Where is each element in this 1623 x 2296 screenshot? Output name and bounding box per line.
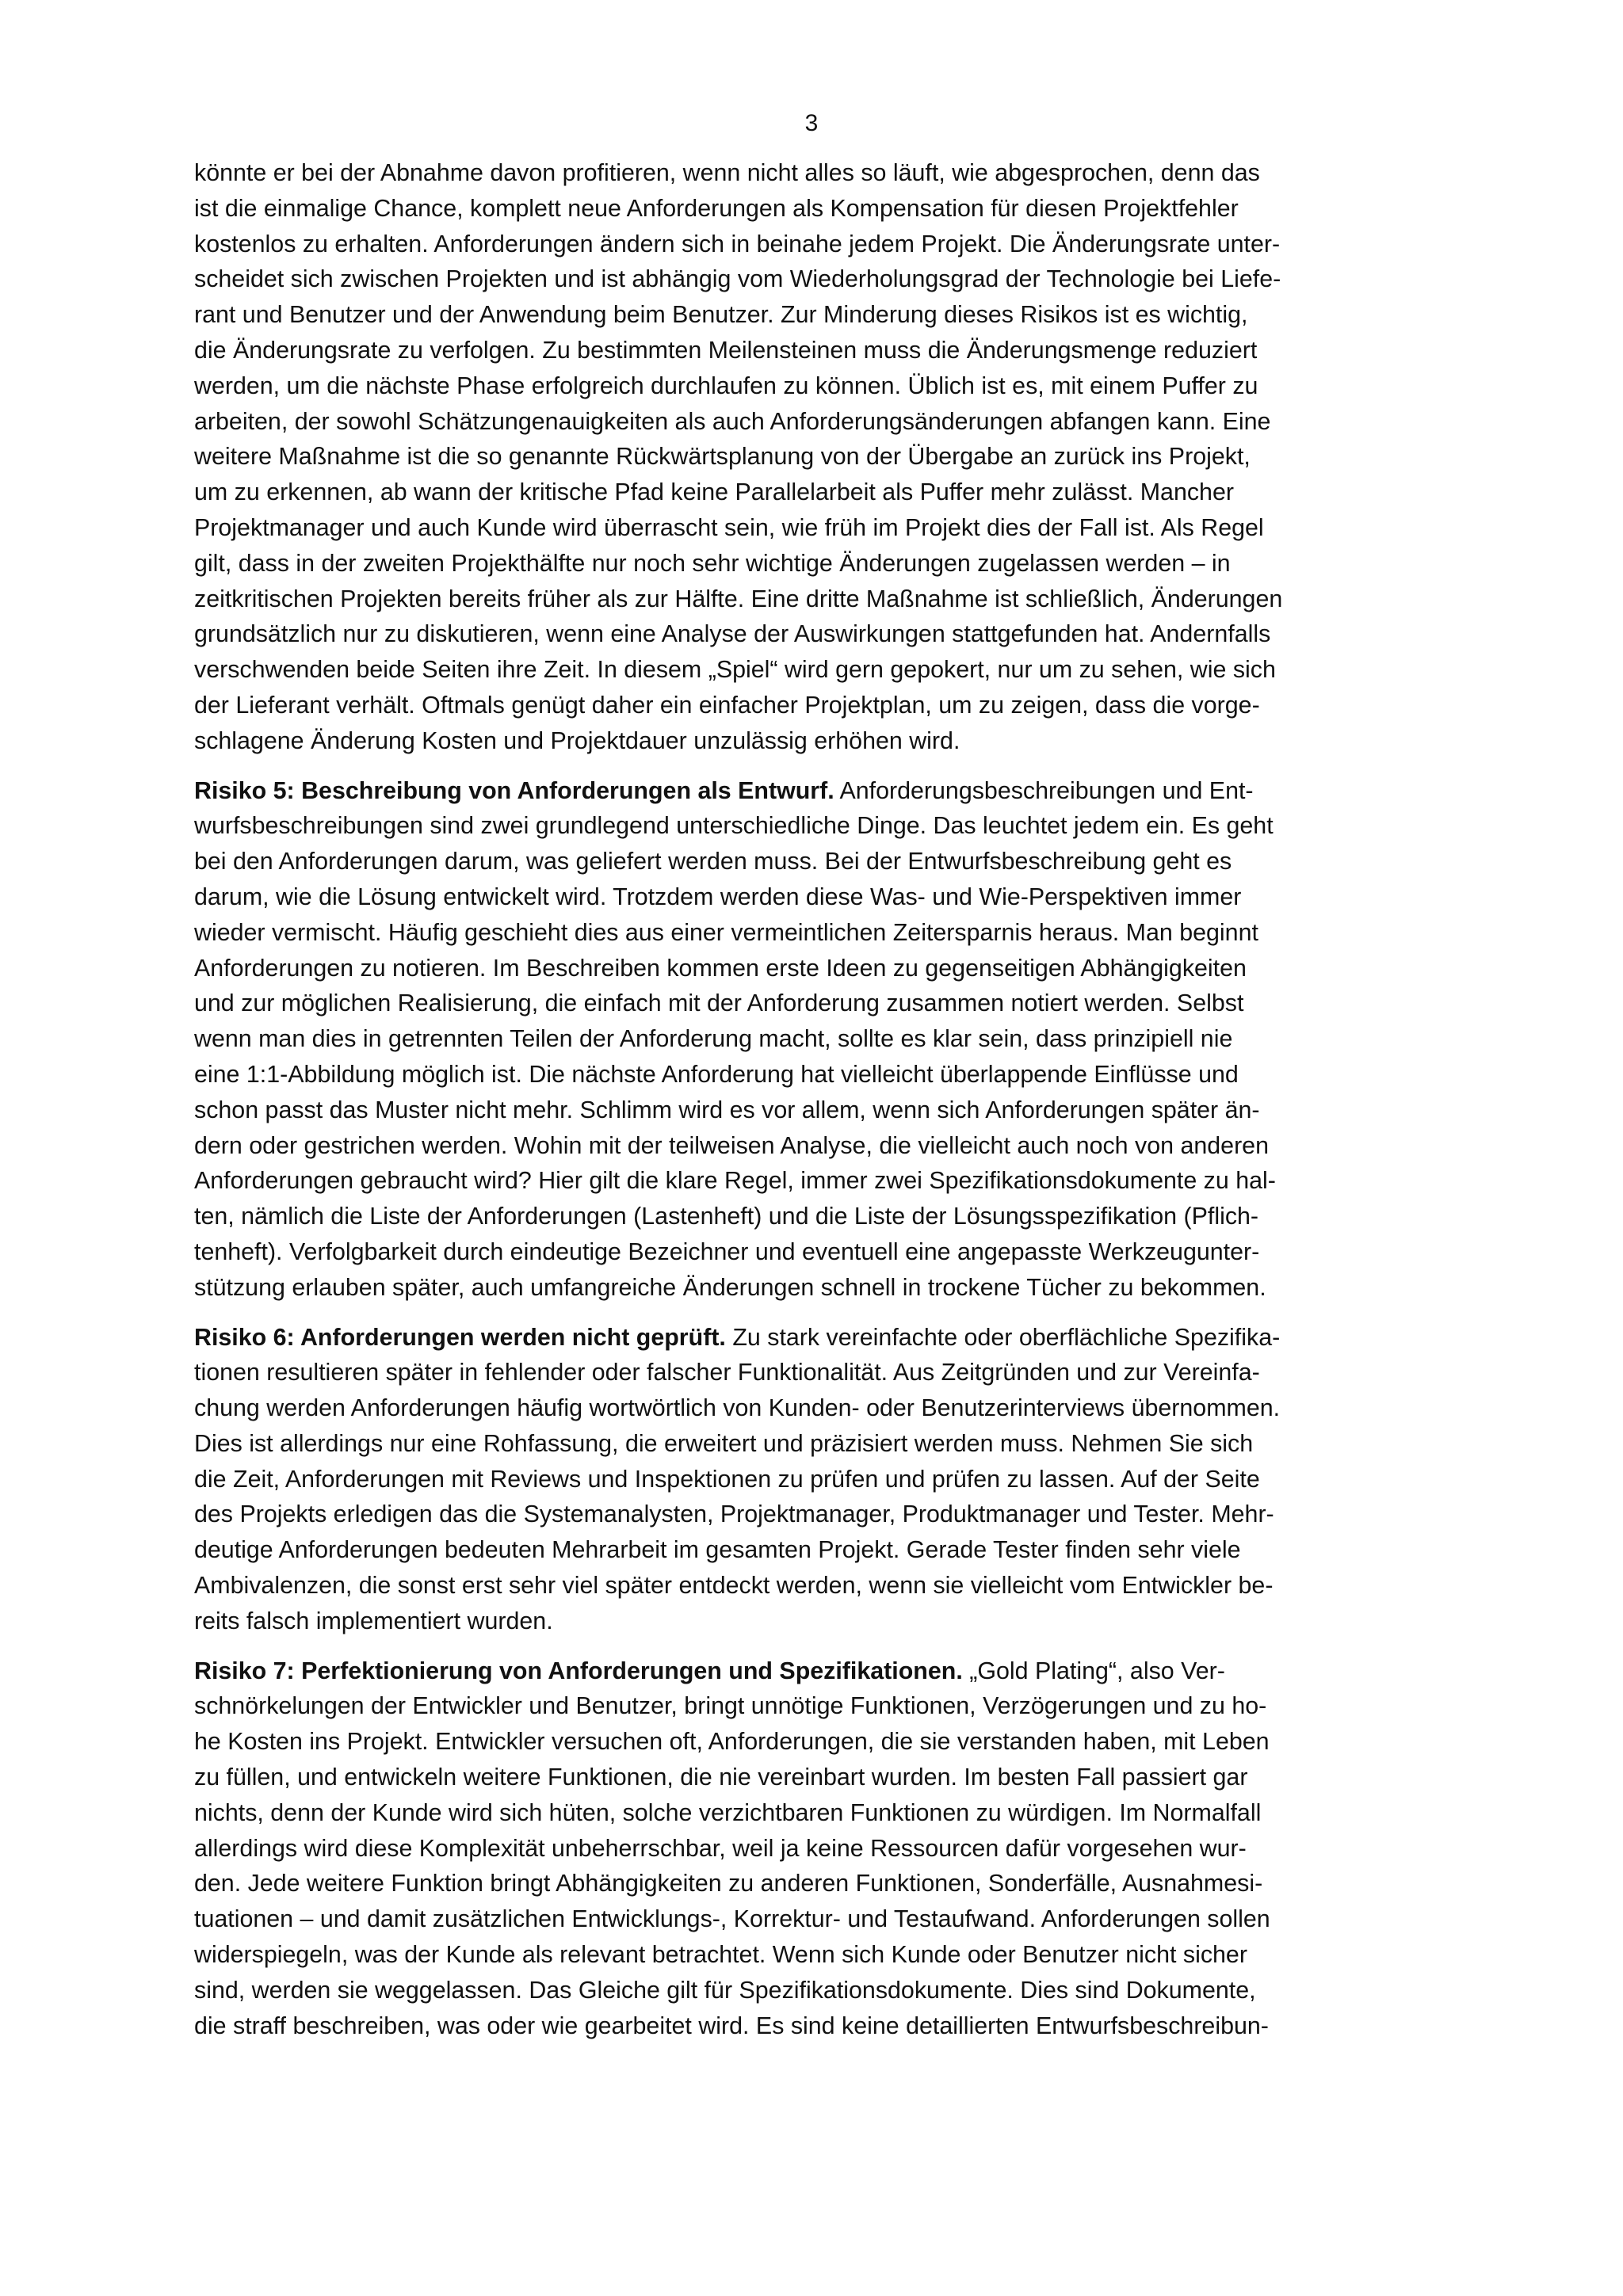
text-line	[194, 1234, 1430, 1270]
line-text: könnte er bei der Abnahme davon profitieren, wenn nicht alles so läuft, wie abgesprochen, denn das	[194, 159, 1260, 186]
line-text: schlagene Änderung Kosten und Projektdauer unzulässig erhöhen wird.	[194, 727, 960, 754]
document-body	[194, 155, 1430, 2058]
line-text: Anforderungsbeschreibungen und Ent-	[834, 776, 1254, 804]
line-text: rant und Benutzer und der Anwendung beim Benutzer. Zur Minderung dieses Risikos ist es wichtig,	[194, 301, 1248, 329]
line-text: verschwenden beide Seiten ihre Zeit. In diesem „Spiel“ wird gern gepokert, nur um zu sehen, wie sich	[194, 656, 1276, 684]
text-line	[194, 475, 1430, 510]
line-text: scheidet sich zwischen Projekten und ist abhängig vom Wiederholungsgrad der Technologie bei Liefe-	[194, 265, 1281, 293]
paragraph	[194, 1320, 1430, 1639]
text-line	[194, 1462, 1430, 1497]
text-line	[194, 1688, 1430, 1724]
line-text: wieder vermischt. Häufig geschieht dies aus einer vermeintlichen Zeitersparnis heraus. Man beginnt	[194, 918, 1258, 946]
line-text: Anforderungen gebraucht wird? Hier gilt die klare Regel, immer zwei Spezifikationsdokumente zu hal-	[194, 1167, 1276, 1195]
text-line	[194, 1320, 1430, 1356]
line-text: und zur möglichen Realisierung, die einfach mit der Anforderung zusammen notiert werden. Selbst	[194, 990, 1244, 1017]
text-line	[194, 1937, 1430, 1973]
line-text: die straff beschreiben, was oder wie gearbeitet wird. Es sind keine detaillierten Entwurfsbeschreibun-	[194, 2012, 1269, 2039]
line-text: tuationen – und damit zusätzlichen Entwicklungs-, Korrektur- und Testaufwand. Anforderungen sollen	[194, 1905, 1270, 1933]
text-line	[194, 297, 1430, 333]
paragraph	[194, 1653, 1430, 2044]
text-line	[194, 510, 1430, 546]
line-text: ten, nämlich die Liste der Anforderungen (Lastenheft) und die Liste der Lösungsspezifikation (Pflich-	[194, 1203, 1259, 1230]
text-line	[194, 1653, 1430, 1689]
text-line	[194, 652, 1430, 688]
page-number: 3	[804, 110, 819, 136]
text-line	[194, 1604, 1430, 1639]
text-line	[194, 1199, 1430, 1234]
line-text: schon passt das Muster nicht mehr. Schlimm wird es vor allem, wenn sich Anforderungen später än-	[194, 1096, 1260, 1123]
text-line	[194, 1795, 1430, 1831]
risk-heading: Risiko 5: Beschreibung von Anforderungen als Entwurf.	[194, 776, 834, 804]
text-line	[194, 227, 1430, 262]
risk-heading: Risiko 6: Anforderungen werden nicht geprüft.	[194, 1323, 726, 1351]
line-text: wenn man dies in getrennten Teilen der Anforderung macht, sollte es klar sein, dass prinzipiell nie	[194, 1025, 1233, 1053]
text-line	[194, 986, 1430, 1021]
line-text: arbeiten, der sowohl Schätzungenauigkeiten als auch Anforderungsänderungen abfangen kann. Eine	[194, 407, 1271, 435]
line-text: werden, um die nächste Phase erfolgreich durchlaufen zu können. Üblich ist es, mit einem Puffer zu	[194, 372, 1258, 399]
line-text: ist die einmalige Chance, komplett neue Anforderungen als Kompensation für diesen Projektfehler	[194, 194, 1239, 222]
text-line	[194, 368, 1430, 404]
text-line	[194, 582, 1430, 617]
text-line	[194, 1973, 1430, 2008]
line-text: deutige Anforderungen bedeuten Mehrarbeit im gesamten Projekt. Gerade Tester finden sehr viele	[194, 1536, 1241, 1564]
text-line	[194, 191, 1430, 227]
text-line	[194, 1390, 1430, 1426]
line-text: tenheft). Verfolgbarkeit durch eindeutige Bezeichner und eventuell eine angepasste Werkzeugunter-	[194, 1238, 1260, 1265]
line-text: allerdings wird diese Komplexität unbeherrschbar, weil ja keine Ressourcen dafür vorgesehen wur-	[194, 1834, 1247, 1862]
text-line	[194, 1760, 1430, 1795]
text-line	[194, 2008, 1430, 2044]
line-text: wurfsbeschreibungen sind zwei grundlegend unterschiedliche Dinge. Das leuchtet jedem ein. Es geht	[194, 812, 1274, 840]
text-line	[194, 773, 1430, 809]
line-text: nichts, denn der Kunde wird sich hüten, solche verzichtbaren Funktionen zu würdigen. Im Normalfall	[194, 1798, 1262, 1826]
paragraph	[194, 155, 1430, 759]
text-line	[194, 723, 1430, 759]
line-text: bei den Anforderungen darum, was geliefert werden muss. Bei der Entwurfsbeschreibung geht es	[194, 848, 1232, 875]
line-text: sind, werden sie weggelassen. Das Gleiche gilt für Spezifikationsdokumente. Dies sind Dokumente,	[194, 1976, 1256, 2004]
text-line	[194, 808, 1430, 844]
text-line	[194, 1866, 1430, 1901]
line-text: Ambivalenzen, die sonst erst sehr viel später entdeckt werden, wenn sie vielleicht vom Entwickler be-	[194, 1572, 1274, 1600]
line-text: Anforderungen zu notieren. Im Beschreiben kommen erste Ideen zu gegenseitigen Abhängigkeiten	[194, 954, 1247, 982]
line-text: den. Jede weitere Funktion bringt Abhängigkeiten zu anderen Funktionen, Sonderfälle, Ausnahmesi-	[194, 1870, 1263, 1897]
line-text: grundsätzlich nur zu diskutieren, wenn eine Analyse der Auswirkungen stattgefunden hat. Andernfalls	[194, 620, 1271, 648]
line-text: dern oder gestrichen werden. Wohin mit der teilweisen Analyse, die vielleicht auch noch von anderen	[194, 1131, 1269, 1159]
text-line	[194, 404, 1430, 440]
line-text: schnörkelungen der Entwickler und Benutzer, bringt unnötige Funktionen, Verzögerungen und zu ho-	[194, 1692, 1267, 1720]
line-text: zu füllen, und entwickeln weitere Funktionen, die nie vereinbart wurden. Im besten Fall passiert gar	[194, 1764, 1248, 1791]
line-text: kostenlos zu erhalten. Anforderungen ändern sich in beinahe jedem Projekt. Die Änderungsrate unter-	[194, 230, 1281, 257]
text-line	[194, 915, 1430, 951]
text-line	[194, 1163, 1430, 1199]
line-text: tionen resultieren später in fehlender oder falscher Funktionalität. Aus Zeitgründen und zur Vereinfa-	[194, 1359, 1260, 1386]
text-line	[194, 1057, 1430, 1093]
text-line	[194, 333, 1430, 368]
paragraph	[194, 773, 1430, 1306]
line-text: die Änderungsrate zu verfolgen. Zu bestimmten Meilensteinen muss die Änderungsmenge reduziert	[194, 336, 1258, 364]
text-line	[194, 1128, 1430, 1164]
text-line	[194, 261, 1430, 297]
line-text: zeitkritischen Projekten bereits früher als zur Hälfte. Eine dritte Maßnahme ist schließlich, Änderungen	[194, 585, 1283, 612]
text-line	[194, 546, 1430, 582]
text-line	[194, 1831, 1430, 1867]
text-line	[194, 1021, 1430, 1057]
risk-heading: Risiko 7: Perfektionierung von Anforderungen und Spezifikationen.	[194, 1657, 963, 1684]
text-line	[194, 1355, 1430, 1390]
text-line	[194, 155, 1430, 191]
line-text: Dies ist allerdings nur eine Rohfassung, die erweitert und präzisiert werden muss. Nehmen Sie sich	[194, 1429, 1254, 1457]
line-text: „Gold Plating“, also Ver-	[962, 1657, 1225, 1684]
text-line	[194, 1568, 1430, 1604]
line-text: eine 1:1-Abbildung möglich ist. Die nächste Anforderung hat vielleicht überlappende Einflüsse und	[194, 1060, 1239, 1088]
text-line	[194, 844, 1430, 879]
text-line	[194, 1724, 1430, 1760]
text-line	[194, 616, 1430, 652]
line-text: um zu erkennen, ab wann der kritische Pfad keine Parallelarbeit als Puffer mehr zulässt. Mancher	[194, 479, 1234, 506]
line-text: widerspiegeln, was der Kunde als relevant betrachtet. Wenn sich Kunde oder Benutzer nicht sicher	[194, 1941, 1247, 1969]
line-text: reits falsch implementiert wurden.	[194, 1607, 553, 1634]
line-text: stützung erlauben später, auch umfangreiche Änderungen schnell in trockene Tücher zu bekommen.	[194, 1273, 1266, 1301]
line-text: darum, wie die Lösung entwickelt wird. Trotzdem werden diese Was- und Wie-Perspektiven immer	[194, 883, 1242, 910]
line-text: weitere Maßnahme ist die so genannte Rückwärtsplanung von der Übergabe an zurück ins Projekt,	[194, 443, 1251, 471]
text-line	[194, 879, 1430, 915]
line-text: Zu stark vereinfachte oder oberflächliche Spezifika-	[725, 1323, 1281, 1351]
text-line	[194, 439, 1430, 475]
line-text: chung werden Anforderungen häufig wortwörtlich von Kunden- oder Benutzerinterviews übernommen.	[194, 1394, 1281, 1422]
text-line	[194, 1270, 1430, 1306]
text-line	[194, 1497, 1430, 1532]
line-text: gilt, dass in der zweiten Projekthälfte nur noch sehr wichtige Änderungen zugelassen werden – in	[194, 549, 1231, 577]
text-line	[194, 951, 1430, 986]
text-line	[194, 1532, 1430, 1568]
line-text: he Kosten ins Projekt. Entwickler versuchen oft, Anforderungen, die sie verstanden haben, mit Leben	[194, 1728, 1270, 1756]
line-text: die Zeit, Anforderungen mit Reviews und Inspektionen zu prüfen und prüfen zu lassen. Auf der Seite	[194, 1465, 1260, 1493]
text-line	[194, 1426, 1430, 1462]
text-line	[194, 1901, 1430, 1937]
text-line	[194, 1093, 1430, 1128]
text-line	[194, 688, 1430, 723]
line-text: Projektmanager und auch Kunde wird überrascht sein, wie früh im Projekt dies der Fall ist. Als Regel	[194, 513, 1264, 541]
line-text: des Projekts erledigen das die Systemanalysten, Projektmanager, Produktmanager und Tester. Mehr-	[194, 1501, 1274, 1528]
line-text: der Lieferant verhält. Oftmals genügt daher ein einfacher Projektplan, um zu zeigen, dass die vorge-	[194, 691, 1260, 719]
